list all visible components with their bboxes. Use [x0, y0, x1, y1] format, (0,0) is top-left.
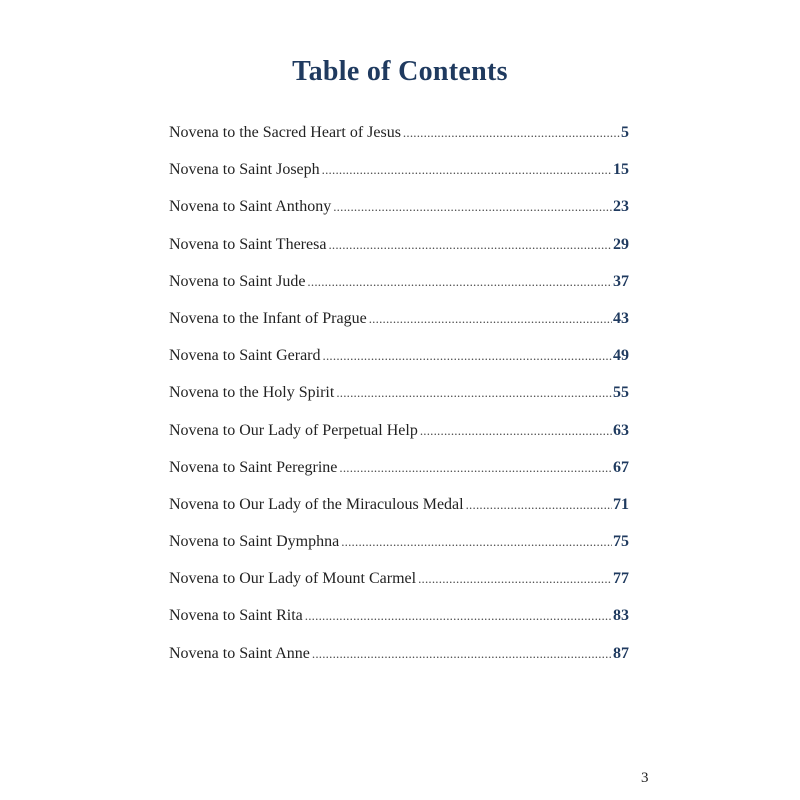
toc-entry[interactable]	[169, 273, 629, 310]
toc-entry[interactable]	[169, 645, 629, 682]
toc-dot-leader	[305, 608, 612, 624]
toc-dot-leader	[322, 162, 612, 178]
toc-dot-leader	[307, 274, 612, 290]
table-of-contents	[169, 124, 629, 682]
toc-entry-label: Novena to Our Lady of Mount Carmel	[169, 570, 417, 588]
toc-dot-leader	[403, 125, 620, 141]
toc-entry-page-number: 29	[613, 235, 629, 253]
toc-entry[interactable]	[169, 533, 629, 570]
toc-entry-page-number: 83	[613, 607, 629, 625]
toc-entry[interactable]	[169, 124, 629, 161]
toc-entry-label: Novena to the Holy Spirit	[169, 384, 335, 402]
toc-entry-label: Novena to Saint Theresa	[169, 235, 327, 253]
toc-entry[interactable]	[169, 347, 629, 384]
toc-entry[interactable]	[169, 459, 629, 496]
toc-dot-leader	[323, 348, 612, 364]
toc-entry-label: Novena to Saint Anne	[169, 644, 310, 662]
toc-dot-leader	[336, 385, 612, 401]
toc-entry-label: Novena to the Sacred Heart of Jesus	[169, 124, 401, 141]
toc-entry-page-number: 37	[613, 272, 629, 290]
toc-entry-page-number: 5	[621, 124, 629, 141]
toc-dot-leader	[369, 311, 612, 327]
toc-dot-leader	[420, 423, 612, 439]
toc-entry-page-number: 67	[613, 458, 629, 476]
toc-entry-label: Novena to the Infant of Prague	[169, 309, 367, 327]
toc-entry[interactable]	[169, 496, 629, 533]
toc-entry-label: Novena to Saint Dymphna	[169, 533, 340, 551]
toc-entry-page-number: 43	[613, 309, 629, 327]
toc-entry-label: Novena to Saint Jude	[169, 272, 306, 290]
toc-entry[interactable]	[169, 236, 629, 273]
toc-dot-leader	[341, 534, 612, 550]
toc-dot-leader	[418, 571, 612, 587]
toc-entry[interactable]	[169, 384, 629, 421]
toc-entry-page-number: 23	[613, 198, 629, 216]
toc-entry-label: Novena to Saint Anthony	[169, 198, 332, 216]
toc-entry-page-number: 87	[613, 644, 629, 662]
toc-entry-label: Novena to Saint Joseph	[169, 161, 320, 179]
toc-entry-page-number: 71	[613, 495, 629, 513]
toc-entry-page-number: 15	[613, 161, 629, 179]
page-title: Table of Contents	[292, 56, 508, 87]
toc-dot-leader	[312, 646, 612, 662]
toc-entry[interactable]	[169, 570, 629, 607]
toc-entry-label: Novena to Our Lady of Perpetual Help	[169, 421, 418, 439]
toc-entry-page-number: 63	[613, 421, 629, 439]
toc-dot-leader	[466, 497, 612, 513]
toc-dot-leader	[328, 237, 612, 253]
toc-entry-page-number: 55	[613, 384, 629, 402]
toc-dot-leader	[339, 460, 612, 476]
page-number: 3	[641, 770, 649, 786]
toc-entry-label: Novena to Saint Gerard	[169, 347, 321, 365]
toc-entry[interactable]	[169, 607, 629, 644]
toc-entry-label: Novena to Saint Rita	[169, 607, 303, 625]
toc-dot-leader	[333, 199, 612, 215]
toc-entry-page-number: 75	[613, 533, 629, 551]
toc-entry[interactable]	[169, 161, 629, 198]
toc-entry-page-number: 77	[613, 570, 629, 588]
toc-entry[interactable]	[169, 310, 629, 347]
toc-entry-label: Novena to Saint Peregrine	[169, 458, 338, 476]
toc-entry-label: Novena to Our Lady of the Miraculous Medal	[169, 495, 464, 513]
toc-entry[interactable]	[169, 198, 629, 235]
toc-entry-page-number: 49	[613, 347, 629, 365]
toc-entry[interactable]	[169, 422, 629, 459]
